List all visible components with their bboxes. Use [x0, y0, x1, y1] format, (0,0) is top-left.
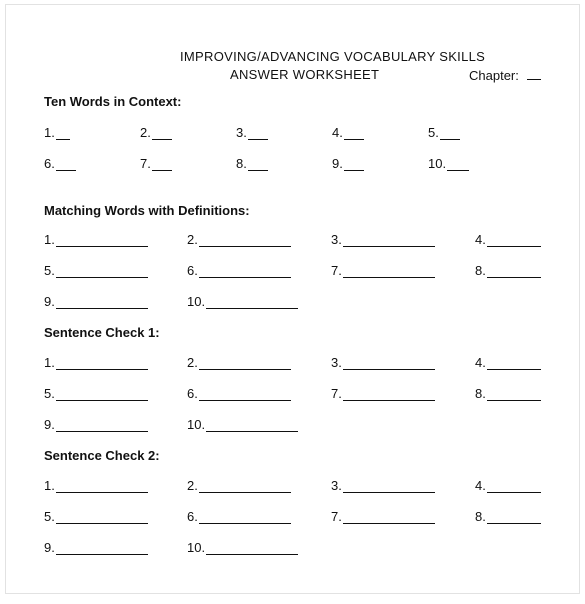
answer-number: 3.	[331, 232, 342, 247]
answer-slot[interactable]	[44, 263, 148, 278]
answer-blank[interactable]	[199, 480, 291, 493]
answer-blank[interactable]	[56, 357, 148, 370]
answer-blank[interactable]	[56, 234, 148, 247]
answer-slot[interactable]	[44, 509, 148, 524]
answer-number: 8.	[475, 509, 486, 524]
answer-number: 8.	[475, 263, 486, 278]
answer-blank[interactable]	[56, 480, 148, 493]
answer-slot[interactable]	[236, 156, 268, 171]
answer-number: 1.	[44, 478, 55, 493]
answer-number: 9.	[44, 417, 55, 432]
answer-blank[interactable]	[343, 480, 435, 493]
answer-number: 5.	[428, 125, 439, 140]
answer-slot[interactable]	[187, 386, 291, 401]
answer-number: 6.	[187, 386, 198, 401]
answer-slot[interactable]	[428, 125, 460, 140]
answer-number: 7.	[331, 263, 342, 278]
answer-blank[interactable]	[447, 158, 469, 171]
section-title-sentence-check-1: Sentence Check 1:	[44, 325, 160, 340]
answer-slot[interactable]	[187, 509, 291, 524]
answer-number: 5.	[44, 386, 55, 401]
answer-number: 7.	[331, 386, 342, 401]
answer-number: 2.	[187, 478, 198, 493]
answer-slot[interactable]	[44, 294, 148, 309]
answer-slot[interactable]	[44, 386, 148, 401]
answer-blank[interactable]	[487, 480, 541, 493]
answer-blank[interactable]	[56, 127, 70, 140]
answer-number: 10.	[187, 540, 206, 555]
answer-number: 4.	[475, 232, 486, 247]
answer-slot[interactable]	[332, 156, 364, 171]
answer-number: 2.	[140, 125, 151, 140]
answer-slot[interactable]	[475, 263, 541, 278]
answer-number: 1.	[44, 125, 55, 140]
section-title-matching: Matching Words with Definitions:	[44, 203, 250, 218]
answer-slot[interactable]	[44, 355, 148, 370]
chapter-blank[interactable]	[527, 67, 541, 80]
answer-blank[interactable]	[344, 127, 364, 140]
answer-blank[interactable]	[344, 158, 364, 171]
answer-slot[interactable]	[187, 540, 298, 555]
answer-blank[interactable]	[206, 419, 298, 432]
answer-blank[interactable]	[440, 127, 460, 140]
answer-blank[interactable]	[343, 357, 435, 370]
answer-slot[interactable]	[475, 232, 541, 247]
answer-number: 7.	[140, 156, 151, 171]
answer-blank[interactable]	[199, 357, 291, 370]
answer-number: 10.	[187, 294, 206, 309]
answer-slot[interactable]	[475, 509, 541, 524]
worksheet-title: IMPROVING/ADVANCING VOCABULARY SKILLS	[180, 49, 486, 64]
answer-slot[interactable]	[44, 156, 76, 171]
answer-blank[interactable]	[199, 234, 291, 247]
answer-number: 6.	[44, 156, 55, 171]
answer-number: 9.	[44, 294, 55, 309]
answer-blank[interactable]	[199, 511, 291, 524]
answer-blank[interactable]	[56, 265, 148, 278]
answer-blank[interactable]	[248, 127, 268, 140]
answer-blank[interactable]	[56, 158, 76, 171]
answer-blank[interactable]	[199, 388, 291, 401]
answer-blank[interactable]	[206, 542, 298, 555]
answer-number: 3.	[331, 355, 342, 370]
answer-blank[interactable]	[56, 542, 148, 555]
section-title-ten-words: Ten Words in Context:	[44, 94, 182, 109]
answer-blank[interactable]	[343, 388, 435, 401]
answer-number: 2.	[187, 355, 198, 370]
answer-number: 6.	[187, 509, 198, 524]
worksheet-page	[5, 4, 580, 594]
answer-blank[interactable]	[487, 388, 541, 401]
answer-number: 7.	[331, 509, 342, 524]
answer-blank[interactable]	[487, 265, 541, 278]
answer-number: 8.	[236, 156, 247, 171]
answer-number: 4.	[475, 355, 486, 370]
answer-slot[interactable]	[331, 232, 435, 247]
answer-number: 5.	[44, 509, 55, 524]
worksheet-subtitle: ANSWER WORKSHEET	[230, 67, 380, 82]
answer-slot[interactable]	[187, 294, 298, 309]
chapter-field[interactable]	[469, 67, 541, 83]
answer-slot[interactable]	[187, 355, 291, 370]
answer-slot[interactable]	[331, 478, 435, 493]
answer-slot[interactable]	[475, 478, 541, 493]
answer-blank[interactable]	[487, 234, 541, 247]
answer-slot[interactable]	[44, 417, 148, 432]
section-title-sentence-check-2: Sentence Check 2:	[44, 448, 160, 463]
answer-number: 8.	[475, 386, 486, 401]
answer-number: 3.	[236, 125, 247, 140]
answer-number: 5.	[44, 263, 55, 278]
answer-slot[interactable]	[428, 156, 469, 171]
answer-number: 10.	[187, 417, 206, 432]
answer-blank[interactable]	[199, 265, 291, 278]
answer-slot[interactable]	[187, 417, 298, 432]
answer-slot[interactable]	[187, 232, 291, 247]
answer-slot[interactable]	[331, 263, 435, 278]
answer-slot[interactable]	[187, 263, 291, 278]
answer-blank[interactable]	[152, 127, 172, 140]
answer-slot[interactable]	[44, 232, 148, 247]
chapter-label: Chapter:	[469, 68, 519, 83]
answer-number: 4.	[475, 478, 486, 493]
answer-number: 2.	[187, 232, 198, 247]
answer-slot[interactable]	[140, 156, 172, 171]
answer-blank[interactable]	[343, 511, 435, 524]
answer-number: 10.	[428, 156, 447, 171]
answer-blank[interactable]	[206, 296, 298, 309]
answer-number: 1.	[44, 355, 55, 370]
answer-number: 9.	[332, 156, 343, 171]
answer-slot[interactable]	[44, 125, 70, 140]
answer-number: 4.	[332, 125, 343, 140]
answer-slot[interactable]	[140, 125, 172, 140]
answer-number: 1.	[44, 232, 55, 247]
answer-blank[interactable]	[487, 357, 541, 370]
answer-number: 9.	[44, 540, 55, 555]
answer-slot[interactable]	[332, 125, 364, 140]
answer-blank[interactable]	[487, 511, 541, 524]
answer-slot[interactable]	[44, 478, 148, 493]
answer-slot[interactable]	[331, 509, 435, 524]
answer-blank[interactable]	[343, 234, 435, 247]
answer-slot[interactable]	[236, 125, 268, 140]
answer-blank[interactable]	[343, 265, 435, 278]
answer-blank[interactable]	[248, 158, 268, 171]
answer-slot[interactable]	[44, 540, 148, 555]
answer-blank[interactable]	[56, 296, 148, 309]
answer-blank[interactable]	[56, 388, 148, 401]
answer-number: 3.	[331, 478, 342, 493]
answer-slot[interactable]	[331, 386, 435, 401]
answer-blank[interactable]	[56, 419, 148, 432]
answer-blank[interactable]	[56, 511, 148, 524]
answer-blank[interactable]	[152, 158, 172, 171]
answer-slot[interactable]	[331, 355, 435, 370]
answer-slot[interactable]	[475, 355, 541, 370]
answer-slot[interactable]	[475, 386, 541, 401]
answer-slot[interactable]	[187, 478, 291, 493]
answer-number: 6.	[187, 263, 198, 278]
